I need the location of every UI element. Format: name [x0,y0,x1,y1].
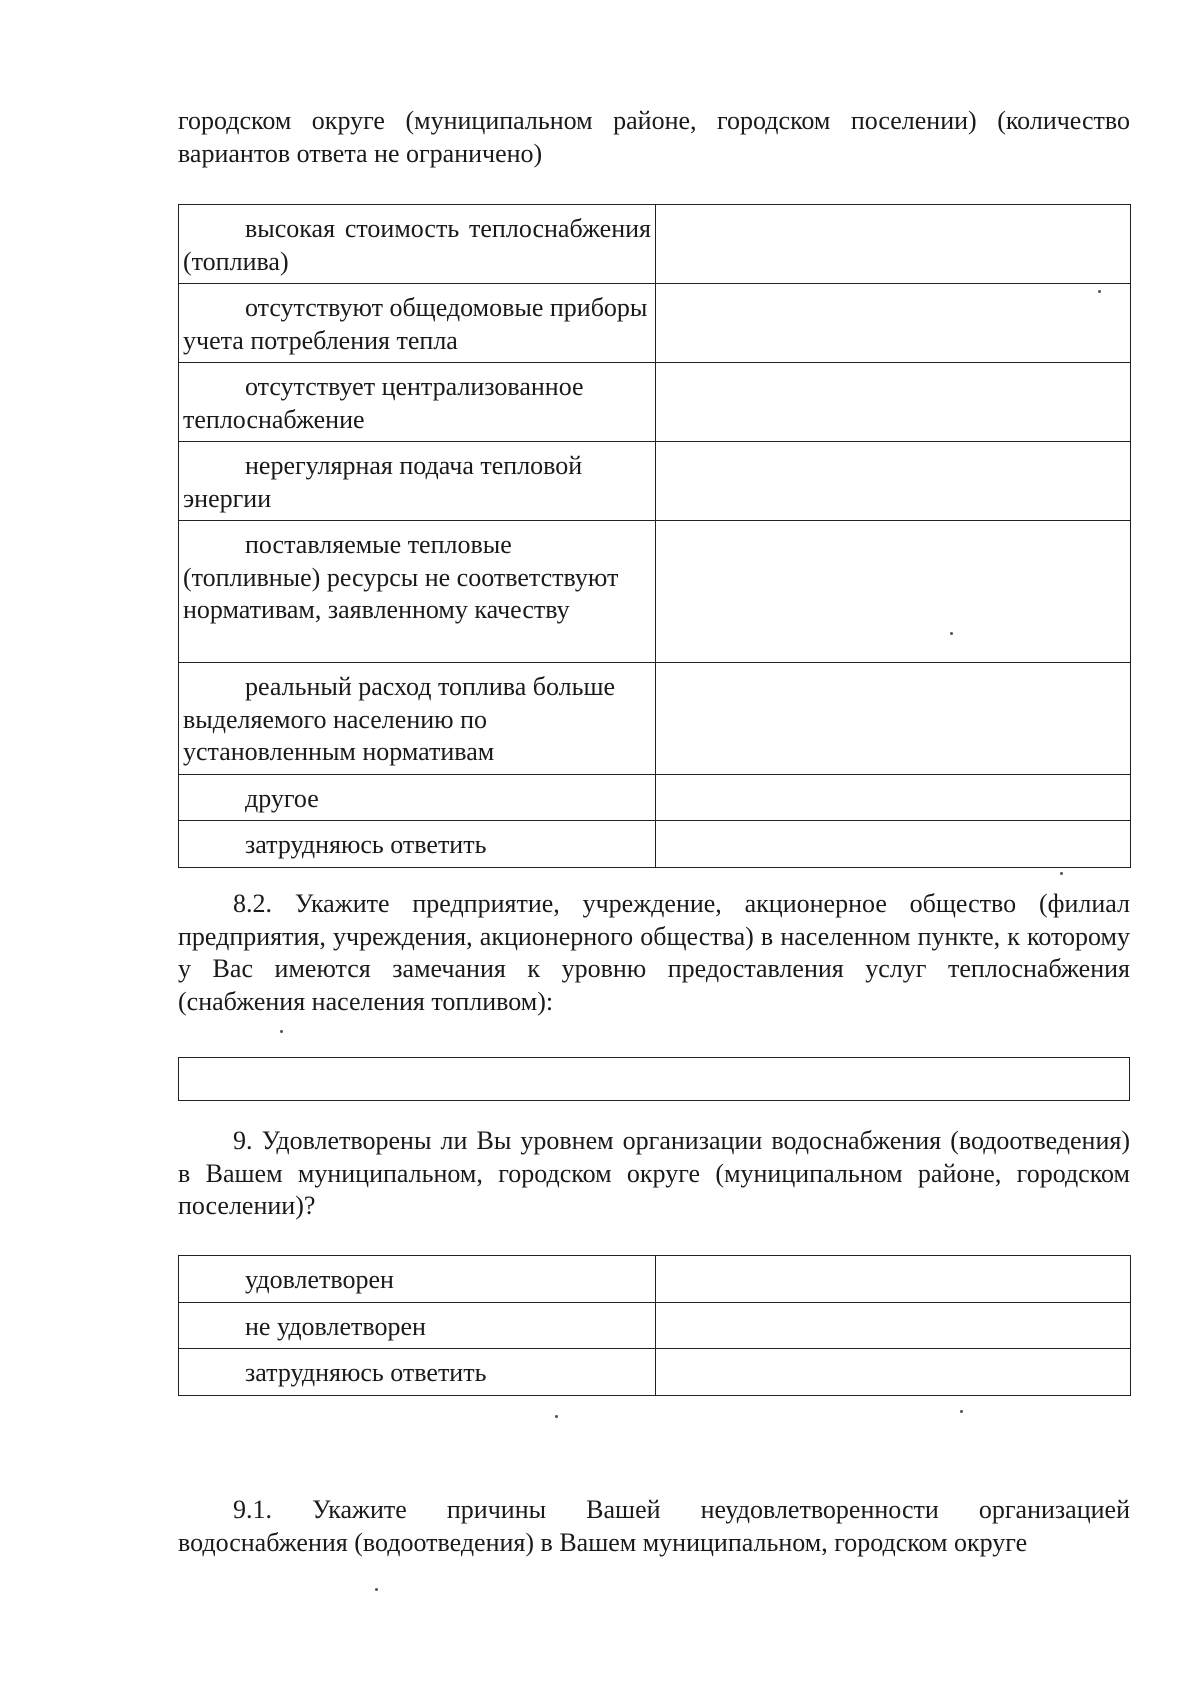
question-9: 9. Удовлетворены ли Вы уровнем организации водоснабжения (водоотведения) в Вашем муниципальном, городском округе (муниципальном районе, городском поселении)? [178,1126,1130,1220]
option-label: реальный расход топлива больше выделяемого населению по установленным нормативам [179,663,656,775]
table-row [179,1302,1131,1349]
table-row [179,663,1131,775]
answer-cell[interactable] [656,521,1131,663]
answer-cell[interactable] [656,284,1131,363]
option-label: отсутствуют общедомовые приборы учета потребления тепла [179,284,656,363]
option-label: удовлетворен [179,1256,656,1303]
table-row [179,284,1131,363]
option-label: отсутствует централизованное теплоснабжение [179,363,656,442]
option-label: другое [179,774,656,821]
table-row [179,363,1131,442]
answer-cell[interactable] [656,774,1131,821]
intro-paragraph: городском округе (муниципальном районе, городском поселении) (количество вариантов ответа не ограничено) [178,106,1130,168]
answer-cell[interactable] [656,442,1131,521]
scan-speck [950,632,953,635]
option-label: высокая стоимость теплоснабжения (топлива) [179,205,656,284]
answer-cell[interactable] [656,363,1131,442]
table-row [179,442,1131,521]
option-label: затрудняюсь ответить [179,1349,656,1396]
answer-cell[interactable] [656,1349,1131,1396]
scan-speck [375,1588,378,1591]
option-label: затрудняюсь ответить [179,821,656,868]
scan-speck [280,1030,283,1033]
question-8-2: 8.2. Укажите предприятие, учреждение, акционерное общество (филиал предприятия, учреждения, акционерного общества) в населенном пункте, к которому у Вас имеются замечания к уровню предоставления услуг теплоснабжения (снабжения населения топливом): [178,889,1130,1016]
answer-cell[interactable] [656,663,1131,775]
answer-cell[interactable] [656,821,1131,868]
water-satisfaction-table [178,1255,1131,1396]
heat-problems-table [178,204,1131,868]
question-9-1: 9.1. Укажите причины Вашей неудовлетворенности организацией водоснабжения (водоотведения) в Вашем муниципальном, городском округе [178,1495,1130,1557]
scan-speck [1060,872,1063,875]
option-label: нерегулярная подача тепловой энергии [179,442,656,521]
option-label: поставляемые тепловые (топливные) ресурсы не соответствуют нормативам, заявленному качеству [179,521,656,663]
option-label: не удовлетворен [179,1302,656,1349]
table-row [179,521,1131,663]
table-row [179,821,1131,868]
table-row [179,1256,1131,1303]
scan-speck [555,1415,558,1418]
table-row [179,1349,1131,1396]
answer-cell[interactable] [656,1256,1131,1303]
answer-cell[interactable] [656,1302,1131,1349]
scan-speck [960,1410,963,1413]
answer-cell[interactable] [656,205,1131,284]
organization-answer-field[interactable] [178,1057,1130,1101]
table-row [179,205,1131,284]
scan-speck [1098,290,1101,293]
table-row [179,774,1131,821]
